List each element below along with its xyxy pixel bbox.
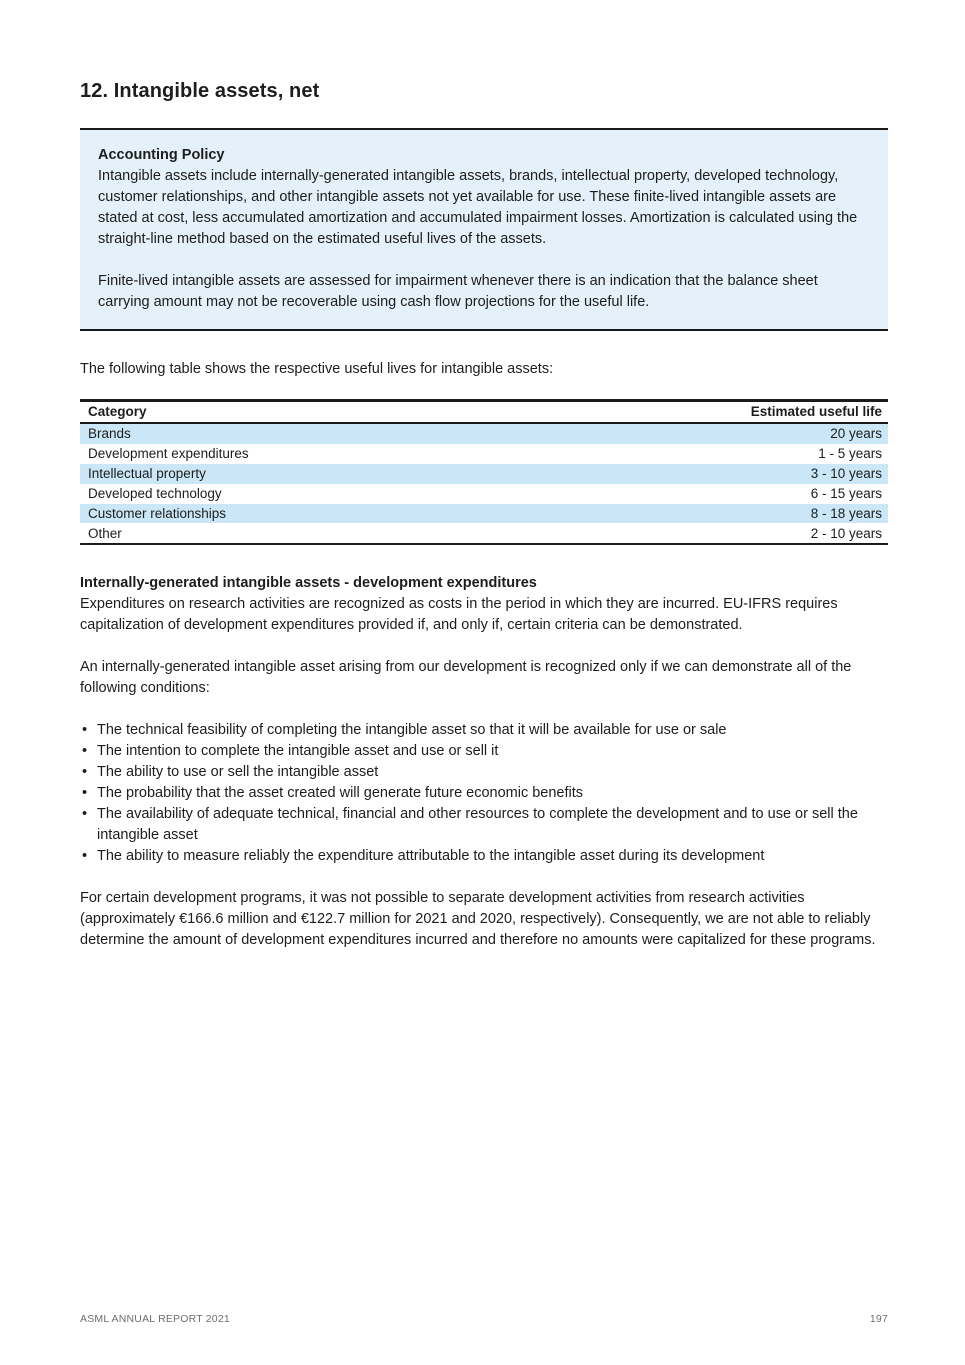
category-cell: Other xyxy=(88,525,122,541)
condition-item: • The ability to use or sell the intangible asset xyxy=(80,762,888,783)
footer-report-name: ASML ANNUAL REPORT 2021 xyxy=(80,1313,230,1325)
accounting-policy-box xyxy=(80,128,888,331)
condition-item: • The probability that the asset created will generate future economic benefits xyxy=(80,783,888,804)
page-title: 12. Intangible assets, net xyxy=(80,80,320,102)
accounting-policy-paragraph: Intangible assets include internally-generated intangible assets, brands, intellectual property, developed technology, customer relationships, and other intangible assets not yet available for use. These finite-lived intangible assets are stated at cost, less accumulated amortization and accumulated impairment losses. Amortization is calculated using the straight-line method based on the estimated useful lives of the assets. xyxy=(98,168,858,247)
condition-item: • The intention to complete the intangible asset and use or sell it xyxy=(80,741,888,762)
condition-item: • The availability of adequate technical, financial and other resources to complete the development and to use or sell the intangible asset xyxy=(80,804,888,846)
conditions-bullet-list xyxy=(80,720,888,867)
development-paragraph: An internally-generated intangible asset arising from our development is recognized only if we can demonstrate all of the following conditions: xyxy=(80,659,852,697)
useful-lives-table-intro: The following table shows the respective useful lives for intangible assets: xyxy=(80,361,554,377)
development-closing-paragraph: For certain development programs, it was not possible to separate development activities from research activities (approximately €166.6 million and €122.7 million for 2021 and 2020, respectively). Consequently, we are not able to reliably determine the amount of development expenditures incurred and therefore no amounts were capitalized for these programs. xyxy=(80,890,876,949)
useful-lives-table xyxy=(80,399,888,545)
category-cell: Brands xyxy=(88,426,131,442)
table-header-row xyxy=(80,401,888,424)
life-cell: 2 - 10 years xyxy=(810,525,882,541)
condition-item: • The technical feasibility of completing the intangible asset so that it will be available for use or sale xyxy=(80,720,888,741)
column-header-estimated-useful-life: Estimated useful life xyxy=(521,401,888,424)
life-cell: 3 - 10 years xyxy=(810,465,882,481)
page-footer xyxy=(80,1313,888,1325)
table-row xyxy=(80,444,888,464)
category-cell: Customer relationships xyxy=(88,505,227,521)
category-cell: Developed technology xyxy=(88,485,222,501)
accounting-policy-paragraph: Finite-lived intangible assets are assessed for impairment whenever there is an indication that the balance sheet carrying amount may not be recoverable using cash flow projections for the useful life. xyxy=(98,273,818,310)
table-row xyxy=(80,504,888,524)
footer-page-number: 197 xyxy=(869,1313,888,1325)
life-cell: 20 years xyxy=(830,426,882,442)
development-expenditures-heading: Internally-generated intangible assets - development expenditures xyxy=(80,575,537,592)
life-cell: 6 - 15 years xyxy=(810,485,882,501)
life-cell: 1 - 5 years xyxy=(818,446,882,462)
table-row xyxy=(80,464,888,484)
life-cell: 8 - 18 years xyxy=(810,505,882,521)
table-row xyxy=(80,523,888,544)
category-cell: Intellectual property xyxy=(88,465,206,481)
category-cell: Development expenditures xyxy=(88,446,249,462)
column-header-category: Category xyxy=(80,401,521,424)
development-paragraph: Expenditures on research activities are recognized as costs in the period in which they are incurred. EU-IFRS requires capitalization of development expenditures provided if, and only if, certain criteria can be demonstrated. xyxy=(80,596,838,634)
condition-item: • The ability to measure reliably the expenditure attributable to the intangible asset during its development xyxy=(80,846,888,867)
page-content xyxy=(80,0,888,951)
table-row xyxy=(80,423,888,444)
accounting-policy-heading: Accounting Policy xyxy=(98,147,225,163)
table-row xyxy=(80,484,888,504)
